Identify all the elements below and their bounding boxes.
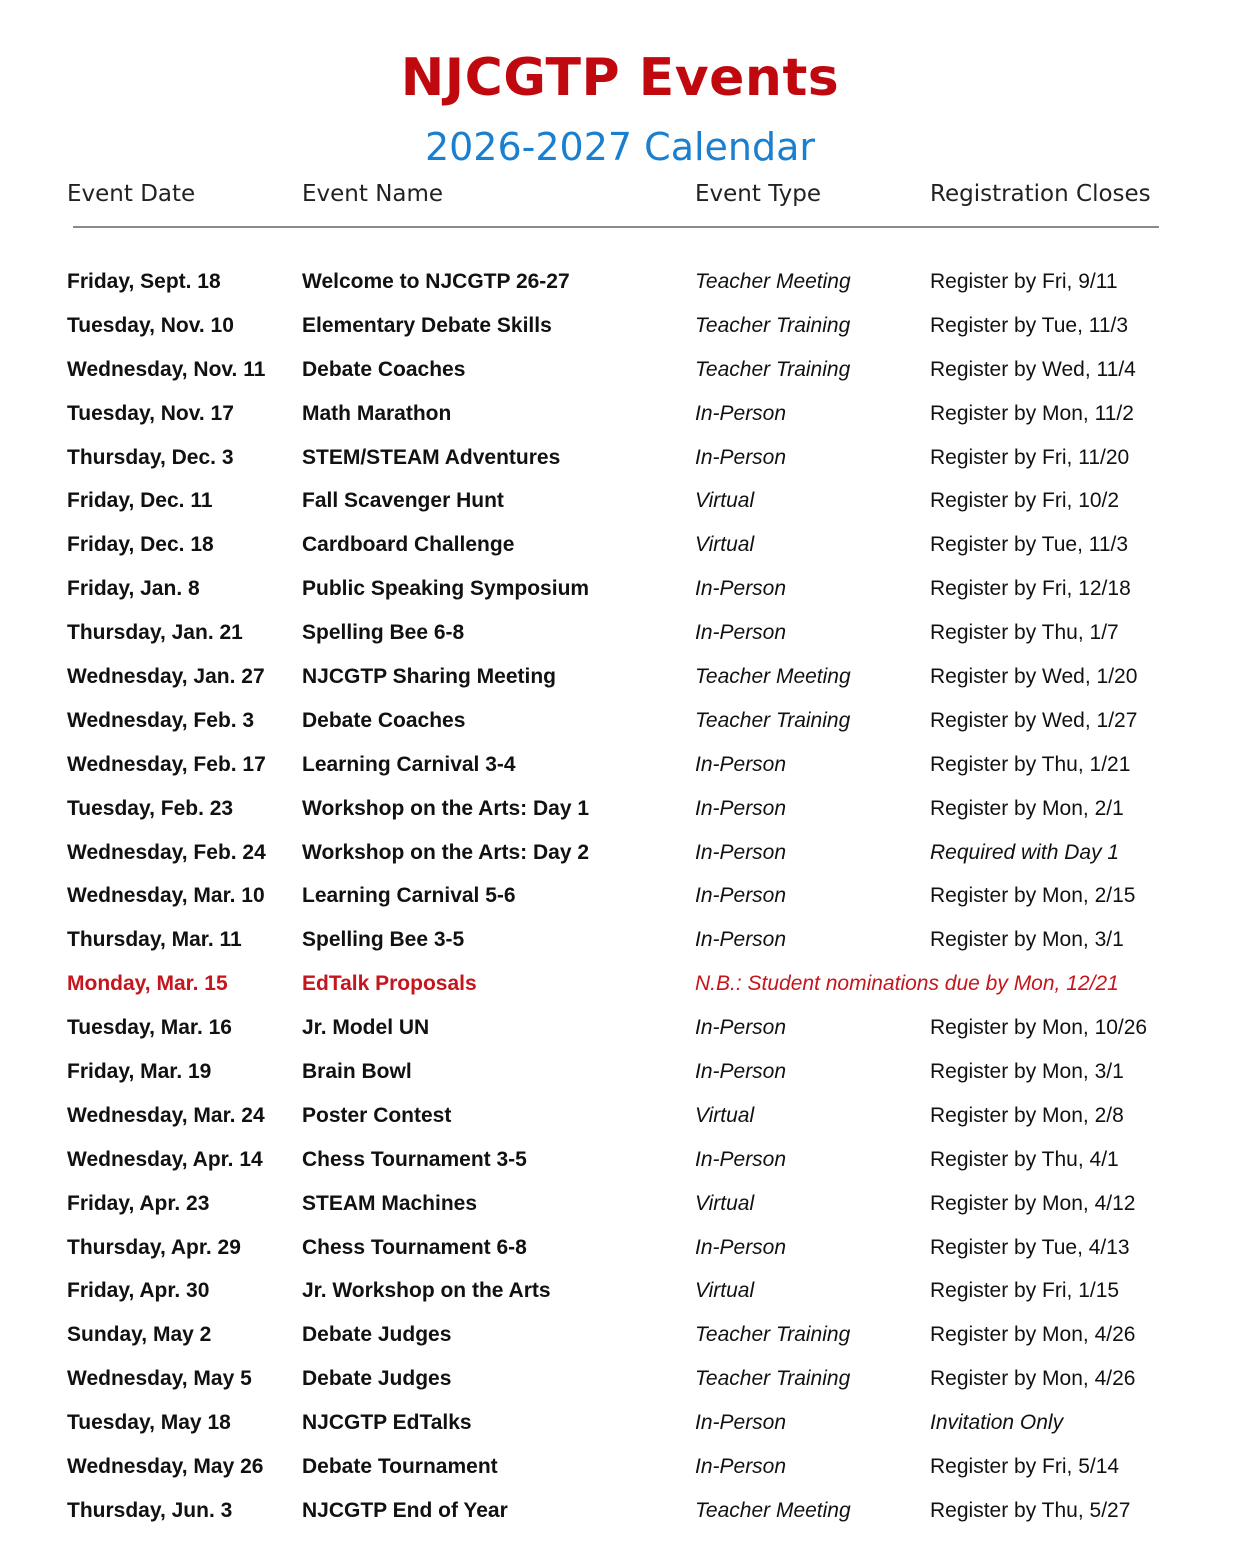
event-date: Thursday, Apr. 29 [67,1235,241,1259]
event-name: NJCGTP EdTalks [302,1411,472,1435]
table-row [0,1050,1240,1094]
event-name: Cardboard Challenge [302,533,515,557]
header-divider [73,226,1159,228]
table-header [0,176,1240,212]
registration-closes: Register by Thu, 5/27 [930,1498,1131,1522]
table-row [0,1226,1240,1270]
event-date: Friday, Sept. 18 [67,270,221,293]
header-event-name: Event Name [302,181,444,207]
event-date: Tuesday, Feb. 23 [67,796,234,820]
event-type: Teacher Training [695,708,851,732]
registration-closes: Register by Fri, 11/20 [930,445,1130,469]
event-type: In-Person [695,928,787,952]
event-type: In-Person [695,577,787,601]
table-row [0,1138,1240,1182]
registration-closes: Register by Mon, 2/8 [930,1103,1124,1127]
event-date: Sunday, May 2 [67,1323,212,1347]
registration-closes: Register by Mon, 4/26 [930,1367,1136,1391]
registration-closes: Register by Thu, 1/21 [930,752,1131,776]
registration-closes: Register by Mon, 2/1 [930,796,1124,820]
event-name: Debate Coaches [302,708,466,732]
event-type: Teacher Training [695,357,851,381]
event-date: Wednesday, May 5 [67,1367,252,1391]
registration-closes: Register by Fri, 10/2 [930,489,1120,513]
event-name: Elementary Debate Skills [302,313,552,337]
event-date: Wednesday, May 26 [67,1455,264,1479]
event-name: Public Speaking Symposium [302,577,590,601]
registration-closes: Register by Tue, 4/13 [930,1235,1130,1259]
event-date: Tuesday, Mar. 16 [67,1016,232,1040]
event-date: Wednesday, Mar. 24 [67,1103,265,1127]
event-date: Friday, Mar. 19 [67,1060,212,1084]
event-type: In-Person [695,1060,787,1084]
registration-closes: Register by Fri, 12/18 [930,577,1131,601]
event-name: Chess Tournament 6-8 [302,1235,527,1259]
table-row [0,655,1240,699]
event-name: NJCGTP End of Year [302,1498,508,1522]
registration-closes: Register by Mon, 3/1 [930,928,1124,952]
event-date: Thursday, Jun. 3 [67,1498,233,1522]
table-row [0,1357,1240,1401]
event-type: Teacher Training [695,1367,851,1391]
event-date: Friday, Apr. 30 [67,1279,210,1303]
event-name: STEAM Machines [302,1191,478,1215]
table-row [0,1006,1240,1050]
event-name: NJCGTP Sharing Meeting [302,665,556,689]
registration-closes: Invitation Only [930,1411,1064,1435]
header-registration-closes: Registration Closes [930,181,1151,207]
event-date: Friday, Dec. 18 [67,533,214,557]
event-type: In-Person [695,1235,787,1259]
registration-closes: Register by Thu, 4/1 [930,1147,1119,1171]
event-type: Virtual [695,533,755,557]
registration-closes: Register by Fri, 1/15 [930,1279,1120,1303]
table-row [0,348,1240,392]
registration-closes: Register by Mon, 10/26 [930,1016,1148,1040]
event-type: Virtual [695,1103,755,1127]
registration-closes: Register by Fri, 5/14 [930,1455,1120,1479]
event-date: Tuesday, May 18 [67,1411,231,1435]
event-date: Monday, Mar. 15 [67,972,228,996]
table-row [0,831,1240,875]
event-type: Teacher Training [695,1323,851,1347]
event-type: In-Person [695,840,787,864]
registration-closes: Register by Mon, 2/15 [930,884,1136,908]
registration-closes: Register by Wed, 11/4 [930,357,1136,381]
event-type: In-Person [695,884,787,908]
page-subtitle: 2026-2027 Calendar [424,125,816,169]
event-type: Teacher Meeting [695,665,851,689]
table-row [0,962,1240,1006]
event-type: In-Person [695,1016,787,1040]
table-row [0,304,1240,348]
event-date: Thursday, Jan. 21 [67,621,243,645]
event-date: Wednesday, Nov. 11 [67,357,266,381]
table-row [0,1269,1240,1313]
event-type: In-Person [695,1455,787,1479]
table-row [0,260,1240,304]
event-type: Teacher Training [695,313,851,337]
event-date: Thursday, Dec. 3 [67,445,234,469]
event-name: Debate Judges [302,1323,452,1347]
table-row [0,1182,1240,1226]
table-row [0,743,1240,787]
event-type: In-Person [695,1147,787,1171]
event-name: Chess Tournament 3-5 [302,1147,527,1171]
header-event-type: Event Type [695,181,822,207]
event-type: In-Person [695,621,787,645]
event-date: Wednesday, Feb. 17 [67,752,266,776]
event-date: Tuesday, Nov. 17 [67,401,234,425]
event-type: In-Person [695,752,787,776]
event-type: In-Person [695,796,787,820]
table-row [0,392,1240,436]
event-date: Wednesday, Feb. 24 [67,840,266,864]
registration-closes: Register by Thu, 1/7 [930,621,1119,645]
event-name: Welcome to NJCGTP 26-27 [302,270,570,293]
event-name: Workshop on the Arts: Day 1 [302,796,590,820]
registration-closes: Register by Wed, 1/20 [930,665,1138,689]
event-date: Friday, Apr. 23 [67,1191,210,1215]
event-name: Debate Judges [302,1367,452,1391]
registration-closes: Register by Tue, 11/3 [930,533,1129,557]
registration-closes: Register by Tue, 11/3 [930,313,1129,337]
table-row [0,787,1240,831]
registration-closes: Register by Mon, 11/2 [930,401,1134,425]
event-name: Debate Tournament [302,1455,498,1479]
event-date: Wednesday, Apr. 14 [67,1147,263,1171]
event-name: STEM/STEAM Adventures [302,445,561,469]
header-event-date: Event Date [67,181,196,207]
event-type: Virtual [695,1279,755,1303]
registration-closes: Register by Mon, 4/12 [930,1191,1136,1215]
event-name: Math Marathon [302,401,452,425]
event-type: Teacher Meeting [695,1498,851,1522]
event-date: Friday, Jan. 8 [67,577,200,601]
event-name: Debate Coaches [302,357,466,381]
registration-closes: Register by Wed, 1/27 [930,708,1138,732]
registration-closes: Register by Mon, 3/1 [930,1060,1124,1084]
event-name: Learning Carnival 5-6 [302,884,516,908]
table-row [0,436,1240,480]
event-date: Thursday, Mar. 11 [67,928,242,952]
table-row [0,699,1240,743]
event-type: In-Person [695,1411,787,1435]
table-row [0,479,1240,523]
event-date: Wednesday, Mar. 10 [67,884,265,908]
table-row [0,1489,1240,1533]
registration-closes: Required with Day 1 [930,840,1120,864]
event-type: N.B.: Student nominations due by Mon, 12/21 [695,972,1119,996]
event-type: Virtual [695,489,755,513]
event-name: Fall Scavenger Hunt [302,489,504,513]
event-name: Jr. Model UN [302,1016,430,1040]
event-date: Wednesday, Feb. 3 [67,708,255,732]
event-name: Spelling Bee 6-8 [302,621,465,645]
page-title: NJCGTP Events [400,48,840,108]
event-type: Virtual [695,1191,755,1215]
event-type: In-Person [695,401,787,425]
table-row [0,918,1240,962]
event-date: Tuesday, Nov. 10 [67,313,234,337]
registration-closes: Register by Mon, 4/26 [930,1323,1136,1347]
table-row [0,1313,1240,1357]
registration-closes: Register by Fri, 9/11 [930,270,1118,293]
table-row [0,1094,1240,1138]
event-name: Jr. Workshop on the Arts [302,1279,551,1303]
table-row [0,1401,1240,1445]
event-name: Spelling Bee 3-5 [302,928,465,952]
event-name: Poster Contest [302,1103,452,1127]
event-type: Teacher Meeting [695,270,851,293]
events-table [0,260,1240,1533]
table-row [0,1445,1240,1489]
event-name: EdTalk Proposals [302,972,477,996]
event-date: Wednesday, Jan. 27 [67,665,265,689]
event-name: Learning Carnival 3-4 [302,752,516,776]
table-row [0,567,1240,611]
event-name: Brain Bowl [302,1060,412,1084]
table-row [0,874,1240,918]
event-type: In-Person [695,445,787,469]
table-row [0,523,1240,567]
table-row [0,611,1240,655]
event-date: Friday, Dec. 11 [67,489,213,513]
event-name: Workshop on the Arts: Day 2 [302,840,590,864]
